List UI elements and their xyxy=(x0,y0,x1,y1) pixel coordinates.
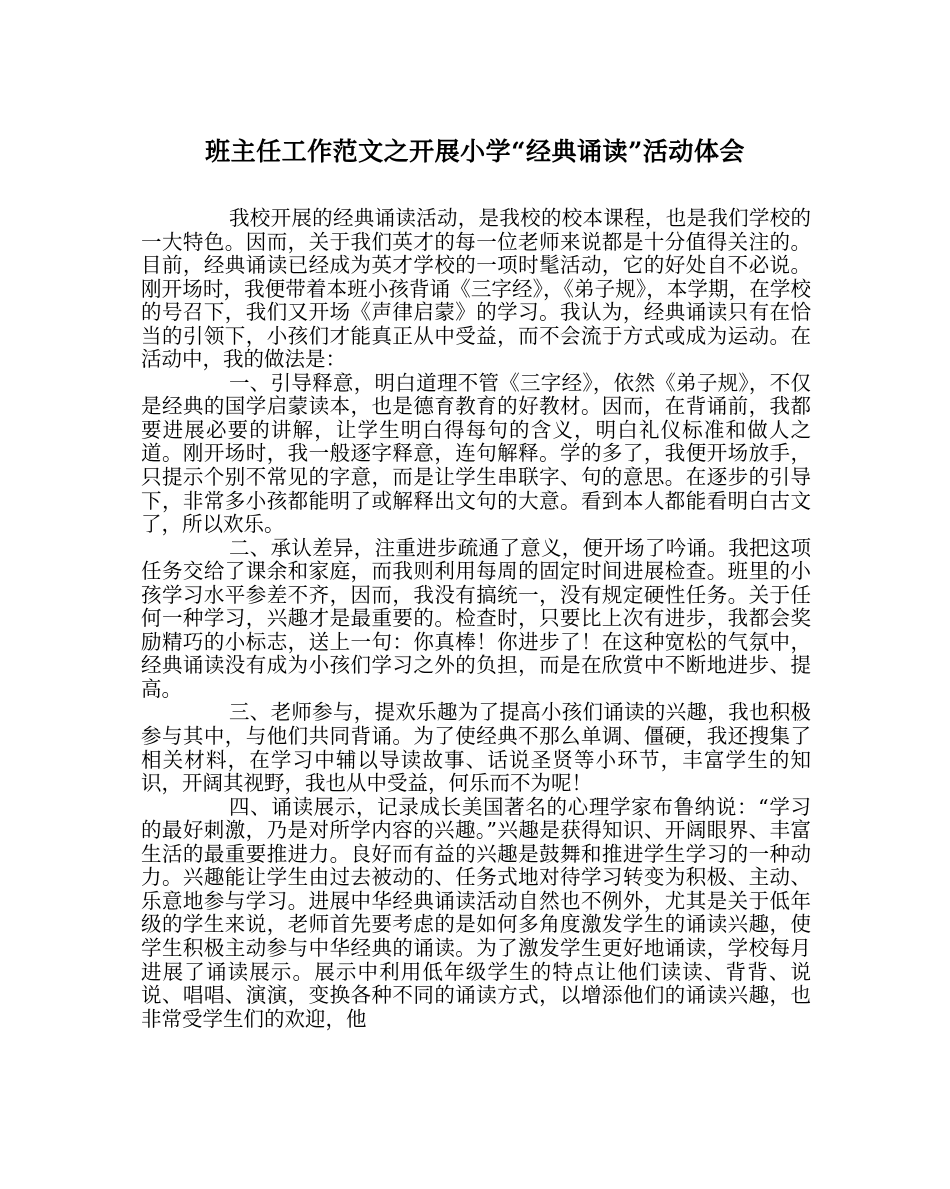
paragraph-section-4: 四、诵读展示，记录成长美国著名的心理学家布鲁纳说：“学习的最好刺激，乃是对所学内容的兴趣。”兴趣是获得知识、开阔眼界、丰富生活的最重要推进力。良好而有益的兴趣是鼓舞和推进学生学习的一种动力。兴趣能让学生由过去被动的、任务式地对待学习转变为积极、主动、乐意地参与学习。进展中华经典诵读活动自然也不例外，尤其是关于低年级的学生来说，老师首先要考虑的是如何多角度激发学生的诵读兴趣，使学生积极主动参与中华经典的诵读。为了激发学生更好地诵读，学校每月进展了诵读展示。展示中利用低年级学生的特点让他们读读、背背、说说、唱唱、演演，变换各种不同的诵读方式，以增添他们的诵读兴趣，也非常受学生们的欢迎，他 xyxy=(141,794,811,1031)
document-body xyxy=(141,207,811,1031)
document-title: 班主任工作范文之开展小学“经典诵读”活动体会 xyxy=(205,137,745,166)
paragraph-section-2: 二、承认差异，注重进步疏通了意义，便开场了吟诵。我把这项任务交给了课余和家庭，而我则利用每周的固定时间进展检查。班里的小孩学习水平参差不齐，因而，我没有搞统一，没有规定硬性任务。关于任何一种学习，兴趣才是最重要的。检查时，只要比上次有进步，我都会奖励精巧的小标志，送上一句：你真棒！你进步了！在这种宽松的气氛中，经典诵读没有成为小孩们学习之外的负担，而是在欣赏中不断地进步、提高。 xyxy=(141,535,811,701)
paragraph-section-3: 三、老师参与，提欢乐趣为了提高小孩们诵读的兴趣，我也积极参与其中，与他们共同背诵。为了使经典不那么单调、僵硬，我还搜集了相关材料，在学习中辅以导读故事、话说圣贤等小环节，丰富学生的知识，开阔其视野，我也从中受益，何乐而不为呢！ xyxy=(141,700,811,796)
paragraph-intro: 我校开展的经典诵读活动，是我校的校本课程，也是我们学校的一大特色。因而，关于我们英才的每一位老师来说都是十分值得关注的。目前，经典诵读已经成为英才学校的一项时髦活动，它的好处自不必说。刚开场时，我便带着本班小孩背诵《三字经》，《弟子规》，本学期，在学校的号召下，我们又开场《声律启蒙》的学习。我认为，经典诵读只有在恰当的引领下，小孩们才能真正从中受益，而不会流于方式或成为运动。在活动中，我的做法是： xyxy=(141,206,811,372)
paragraph-section-1: 一、引导释意，明白道理不管《三字经》，依然《弟子规》，不仅是经典的国学启蒙读本，也是德育教育的好教材。因而，在背诵前，我都要进展必要的讲解，让学生明白得每句的含义，明白礼仪标准和做人之道。刚开场时，我一般逐字释意，连句解释。学的多了，我便开场放手，只提示个别不常见的字意，而是让学生串联字、句的意思。在逐步的引导下，非常多小孩都能明了或解释出文句的大意。看到本人都能看明白古文了，所以欢乐。 xyxy=(141,370,811,537)
